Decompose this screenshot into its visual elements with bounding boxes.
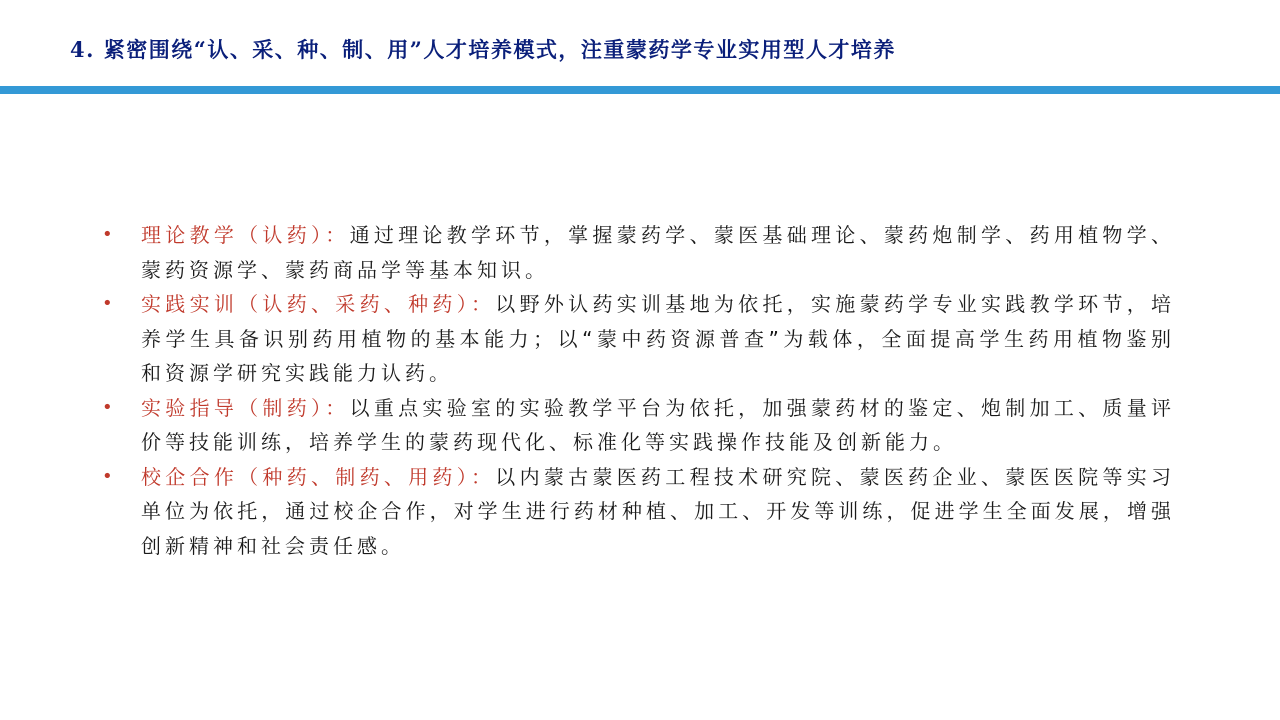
bullet-text: 以内蒙古蒙医药工程技术研究院、蒙医药企业、蒙医医院等实习单位为依托，通过校企合作，对学生进行药材种植、加工、开发等训练，促进学生全面发展，增强创新精神和社会责任感。 bbox=[141, 464, 1176, 558]
bullet-dot-icon: • bbox=[102, 293, 113, 314]
bullet-dot-icon: • bbox=[102, 465, 113, 487]
slide-header bbox=[0, 0, 1280, 86]
bullet-item-practical-training bbox=[100, 287, 1175, 391]
slide-title: 4. 紧密围绕“认、采、种、制、用”人才培养模式，注重蒙药学专业实用型人才培养 bbox=[70, 37, 896, 62]
bullet-item-experiment-guidance bbox=[100, 391, 1175, 460]
bullet-lead: 实践实训（认药、采药、种药）： bbox=[141, 292, 496, 316]
bullet-dot-icon: • bbox=[102, 396, 113, 418]
bullet-lead: 实验指导（制药）： bbox=[141, 395, 350, 420]
bullet-dot-icon: • bbox=[102, 224, 113, 245]
bullet-lead: 理论教学（认药）： bbox=[141, 223, 350, 247]
slide-content bbox=[100, 218, 1175, 563]
bullet-text: 以重点实验室的实验教学平台为依托，加强蒙药材的鉴定、炮制加工、质量评价等技能训练，培养学生的蒙药现代化、标准化等实践操作技能及创新能力。 bbox=[141, 395, 1176, 454]
bullet-lead: 校企合作（种药、制药、用药）： bbox=[141, 464, 496, 489]
bullet-list bbox=[100, 218, 1175, 563]
bullet-item-school-enterprise-cooperation bbox=[100, 460, 1175, 564]
bullet-item-theory-teaching bbox=[100, 218, 1175, 287]
bullet-text: 以野外认药实训基地为依托，实施蒙药学专业实践教学环节，培养学生具备识别药用植物的基本能力；以“蒙中药资源普查”为载体，全面提高学生药用植物鉴别和资源学研究实践能力认药。 bbox=[141, 292, 1176, 385]
title-accent-bar bbox=[0, 86, 1280, 94]
bullet-text: 通过理论教学环节，掌握蒙药学、蒙医基础理论、蒙药炮制学、药用植物学、蒙药资源学、蒙药商品学等基本知识。 bbox=[141, 223, 1176, 282]
